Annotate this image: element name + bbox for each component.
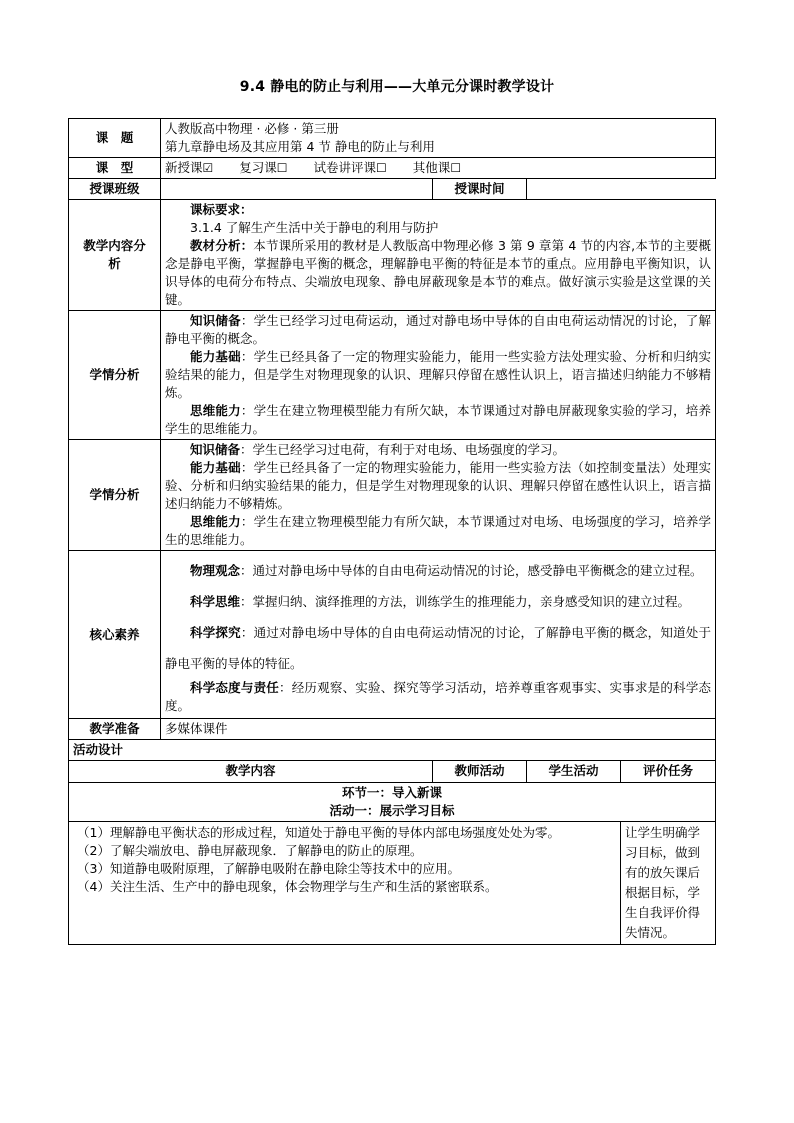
checkbox-icon[interactable]: ☐ [276,161,288,175]
lesson-type-options [161,158,716,179]
class-row [69,179,716,200]
content-analysis-body [161,200,716,311]
goals-cell [69,822,621,945]
goal-item: （1）理解静电平衡状态的形成过程，知道处于静电平衡的导体内部电场强度处处为零。 [77,825,560,840]
core-literacy-label: 核心素养 [69,551,161,719]
topic-line2: 第九章静电场及其应用第 4 节 静电的防止与利用 [165,139,435,154]
option-exam-review[interactable]: 试卷讲评课☐ [313,160,387,175]
option-review-lesson[interactable]: 复习课☐ [239,160,288,175]
prep-row [69,719,716,740]
section1-row [69,783,716,822]
time-label: 授课时间 [433,179,527,200]
content-analysis-label: 教学内容分析 [69,200,161,311]
material-text: 本节课所采用的教材是人教版高中物理必修 3 第 9 章第 4 节的内容,本节的主要概念是静电平衡，掌握静电平衡的概念，理解静电平衡的特征是本节的重点。应用静电平衡知识，认识导体的电荷分布特点、尖端放电现象、静电屏蔽现象是本节的难点。做好演示实验是这堂课的关键。 [165,238,712,307]
section1-header [69,783,716,822]
section1-activity: 活动一：展示学习目标 [329,803,455,818]
core-literacy-row [69,551,716,719]
student-analysis-label-2: 学情分析 [69,440,161,551]
lesson-plan-table [68,118,716,945]
goal-item: （2）了解尖端放电、静电屏蔽现象．了解静电的防止的原理。 [77,843,423,858]
prep-value: 多媒体课件 [161,719,716,740]
class-label: 授课班级 [69,179,161,200]
class-value[interactable] [161,179,433,200]
std-title: 课标要求： [190,202,253,217]
column-header-row [69,761,716,783]
goal-item: （4）关注生活、生产中的静电现象，体会物理学与生产和生活的紧密联系。 [77,879,498,894]
student-analysis-body-1: 知识储备：学生已经学习过电荷运动，通过对静电场中导体的自由电荷运动情况的讨论，了解静电平衡的概念。 能力基础：学生已经具备了一定的物理实验能力，能用一些实验方法处理实验、分析和归纳实验结果的能力，但是学生对物理现象的认识、理解只停留在感性认识上，语言描述归纳能力不够精炼。 思维能力：学生在建立物理模型能力有所欠缺，本节课通过对静电屏蔽现象实验的学习，培养学生的思维能力。 [161,311,716,440]
goal-item: （3）知道静电吸附原理，了解静电吸附在静电除尘等技术中的应用。 [77,861,460,876]
student-analysis-row-1 [69,311,716,440]
col-header-content: 教学内容 [69,761,433,783]
content-analysis-row [69,200,716,311]
std-text: 3.1.4 了解生产生活中关于静电的利用与防护 [190,220,439,235]
checkbox-icon[interactable]: ☐ [376,161,387,175]
section1-title: 环节一：导入新课 [342,785,443,800]
checkbox-icon[interactable]: ☐ [450,161,462,175]
lesson-type-row [69,158,716,179]
col-header-eval: 评价任务 [621,761,716,783]
col-header-teacher: 教师活动 [433,761,527,783]
topic-label: 课 题 [69,119,161,158]
goals-row [69,822,716,945]
topic-row [69,119,716,158]
activity-design-row [69,740,716,761]
material-title: 教材分析： [190,238,254,253]
col-header-student: 学生活动 [527,761,621,783]
option-other[interactable]: 其他课☐ [412,160,462,175]
student-analysis-label-1: 学情分析 [69,311,161,440]
eval-task-cell: 让学生明确学习目标，做到有的放矢课后根据目标，学生自我评价得失情况。 [621,822,716,945]
lesson-type-label: 课 型 [69,158,161,179]
topic-value [161,119,716,158]
student-analysis-row-2 [69,440,716,551]
checkbox-checked-icon[interactable]: ☑ [202,161,214,175]
student-analysis-body-2: 知识储备：学生已经学习过电荷，有利于对电场、电场强度的学习。 能力基础：学生已经具备了一定的物理实验能力，能用一些实验方法（如控制变量法）处理实验、分析和归纳实验结果的能力，但是学生对物理现象的认识、理解只停留在感性认识上，语言描述归纳能力不够精炼。 思维能力：学生在建立物理模型能力有所欠缺，本节课通过对电场、电场强度的学习，培养学生的思维能力。 [161,440,716,551]
topic-line1: 人教版高中物理 · 必修 · 第三册 [165,121,339,136]
prep-label: 教学准备 [69,719,161,740]
activity-design-label: 活动设计 [69,740,716,761]
core-literacy-body: 物理观念：通过对静电场中导体的自由电荷运动情况的讨论，感受静电平衡概念的建立过程。 科学思维：掌握归纳、演绎推理的方法，训练学生的推理能力，亲身感受知识的建立过程。 科学探究：通过对静电场中导体的自由电荷运动情况的讨论，了解静电平衡的概念，知道处于静电平衡的导体的特征。 科学态度与责任：经历观察、实验、探究等学习活动，培养尊重客观事实、实事求是的科学态度。 [161,551,716,719]
time-value[interactable] [527,179,716,200]
option-new-lesson[interactable]: 新授课☑ [165,160,214,175]
page-title: 9.4 静电的防止与利用——大单元分课时教学设计 [239,79,555,95]
